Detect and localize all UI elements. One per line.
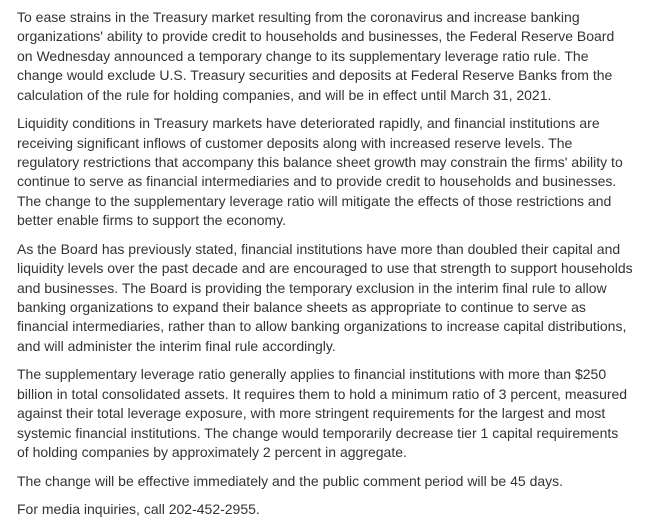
text-line: better enable firms to support the economy. bbox=[17, 212, 286, 229]
text-line: change would exclude U.S. Treasury securities and deposits at Federal Reserve Banks from the bbox=[17, 67, 613, 84]
text-line: banking organizations to expand their balance sheets as appropriate to continue to serve as bbox=[17, 299, 586, 316]
paragraph-effective-date bbox=[17, 472, 635, 491]
text-line: The supplementary leverage ratio generally applies to financial institutions with more than $250 bbox=[17, 366, 607, 383]
paragraph-intro bbox=[17, 8, 635, 105]
paragraph-liquidity bbox=[17, 114, 635, 230]
paragraph-media-inquiries bbox=[17, 500, 635, 519]
text-line: receiving significant inflows of customer deposits along with increased reserve levels. The bbox=[17, 134, 573, 151]
text-line: calculation of the rule for holding companies, and will be in effect until March 31, 2021. bbox=[17, 86, 552, 103]
text-line: To ease strains in the Treasury market resulting from the coronavirus and increase banking bbox=[17, 9, 580, 25]
text-line: continue to serve as financial intermediaries and to provide credit to households and businesses. bbox=[17, 173, 617, 190]
text-line: billion in total consolidated assets. It requires them to hold a minimum ratio of 3 percent, measured bbox=[17, 385, 628, 402]
text-line: financial intermediaries, rather than to allow banking organizations to increase capital distributions, bbox=[17, 318, 627, 335]
text-line: and businesses. The Board is providing the temporary exclusion in the interim final rule to allow bbox=[17, 279, 607, 296]
text-line: and will administer the interim final rule accordingly. bbox=[17, 337, 336, 354]
text-line: systemic financial institutions. The change would temporarily decrease tier 1 capital requirements bbox=[17, 424, 619, 441]
paragraph-slr-details bbox=[17, 365, 635, 462]
text-line: regulatory restrictions that accompany this balance sheet growth may constrain the firms' ability to bbox=[17, 154, 623, 171]
text-line: The change to the supplementary leverage ratio will mitigate the effects of those restrictions and bbox=[17, 192, 612, 209]
text-line: For media inquiries, call 202-452-2955. bbox=[17, 501, 260, 518]
text-line: against their total leverage exposure, with more stringent requirements for the largest and most bbox=[17, 405, 606, 422]
text-line: The change will be effective immediately and the public comment period will be 45 days. bbox=[17, 472, 564, 489]
text-line: Liquidity conditions in Treasury markets have deteriorated rapidly, and financial institutions are bbox=[17, 115, 600, 132]
text-line: organizations' ability to provide credit to households and businesses, the Federal Reserve Board bbox=[17, 28, 615, 45]
paragraph-board-statement bbox=[17, 240, 635, 356]
text-line: liquidity levels over the past decade and are encouraged to use that strength to support households bbox=[17, 260, 633, 277]
text-line: on Wednesday announced a temporary change to its supplementary leverage ratio rule. The bbox=[17, 47, 589, 64]
text-line: As the Board has previously stated, financial institutions have more than doubled their capital and bbox=[17, 240, 621, 257]
text-line: of holding companies by approximately 2 percent in aggregate. bbox=[17, 444, 407, 461]
